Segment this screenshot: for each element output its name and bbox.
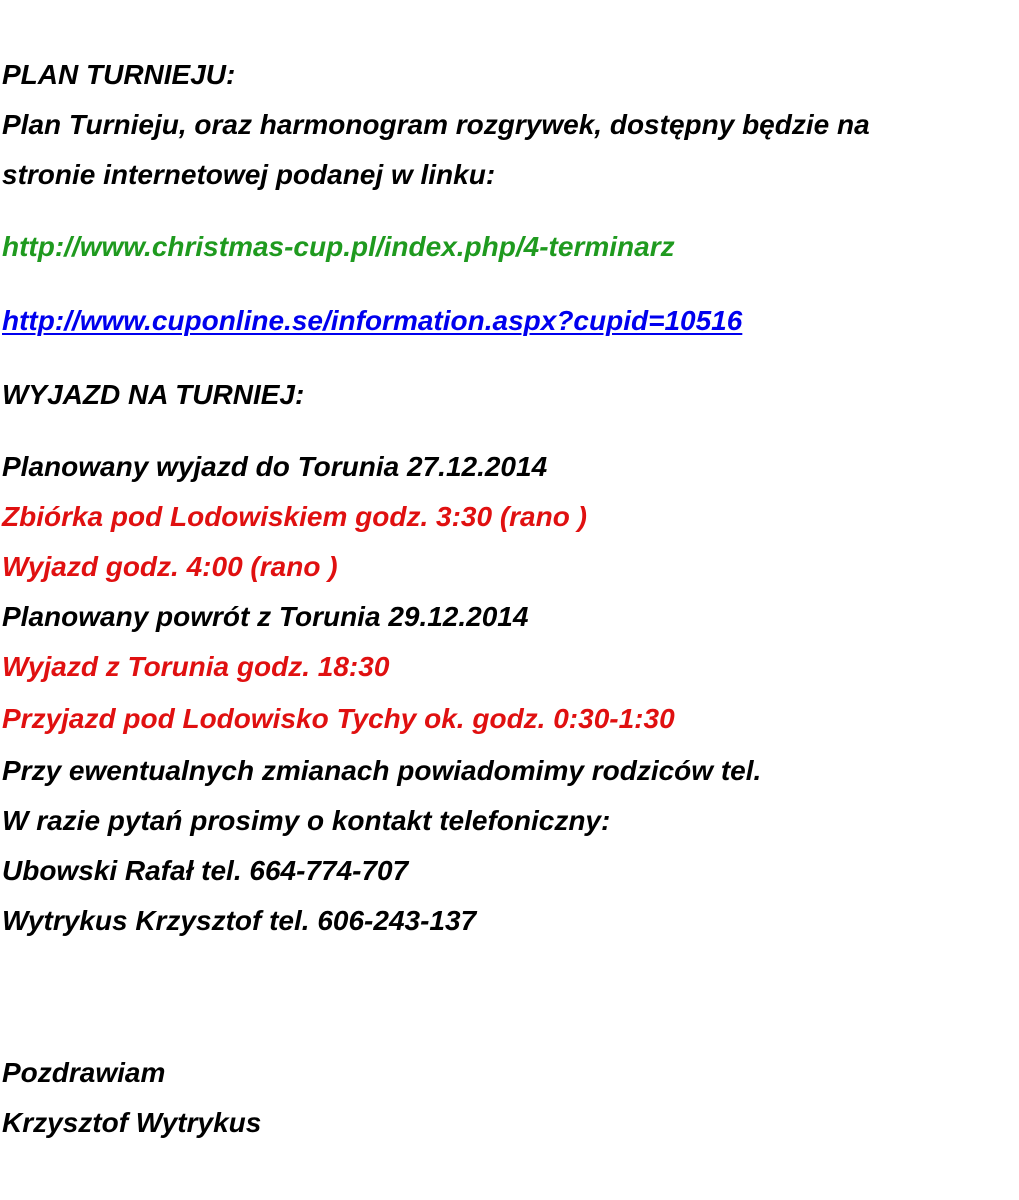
greeting: Pozdrawiam <box>2 1057 166 1088</box>
plan-text-line1: Plan Turnieju, oraz harmonogram rozgrywek, dostępny będzie na <box>2 109 870 140</box>
contact-ubowski: Ubowski Rafał tel. 664-774-707 <box>2 855 409 886</box>
return-departure-line: Wyjazd z Torunia godz. 18:30 <box>2 651 390 682</box>
signature: Krzysztof Wytrykus <box>2 1107 262 1138</box>
arrival-line: Przyjazd pod Lodowisko Tychy ok. godz. 0:30-1:30 <box>2 703 675 734</box>
departure-plan-line: Planowany wyjazd do Torunia 27.12.2014 <box>2 451 548 482</box>
return-plan-line: Planowany powrót z Torunia 29.12.2014 <box>2 601 529 632</box>
questions-line: W razie pytań prosimy o kontakt telefoniczny: <box>2 805 611 836</box>
cuponline-link[interactable]: http://www.cuponline.se/information.aspx?cupid=10516 <box>2 305 743 336</box>
changes-line: Przy ewentualnych zmianach powiadomimy rodziców tel. <box>2 755 762 786</box>
plan-text-line2: stronie internetowej podanej w linku: <box>2 159 496 190</box>
plan-heading: PLAN TURNIEJU: <box>2 59 236 90</box>
departure-time-line: Wyjazd godz. 4:00 (rano ) <box>2 551 338 582</box>
gathering-line: Zbiórka pod Lodowiskiem godz. 3:30 (rano ) <box>2 501 587 532</box>
christmas-cup-link[interactable]: http://www.christmas-cup.pl/index.php/4-terminarz <box>2 231 675 262</box>
trip-heading: WYJAZD NA TURNIEJ: <box>2 379 305 410</box>
contact-wytrykus: Wytrykus Krzysztof tel. 606-243-137 <box>2 905 477 936</box>
